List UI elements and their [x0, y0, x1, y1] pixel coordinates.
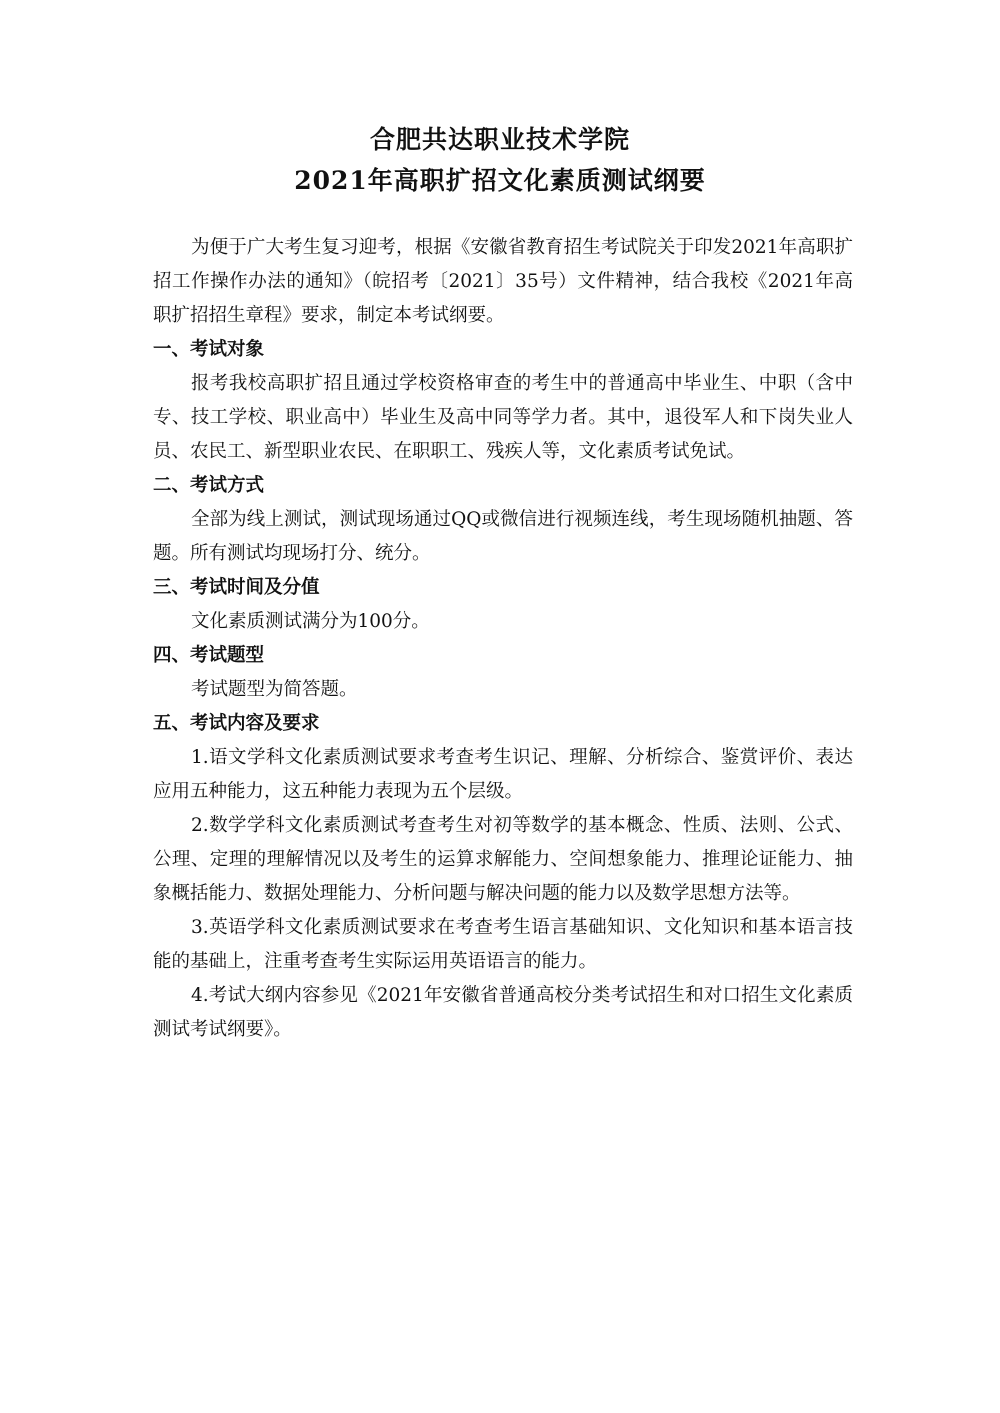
section-heading-target: 一、考试对象	[153, 339, 265, 360]
section-paragraph: 报考我校高职扩招且通过学校资格审查的考生中的普通高中毕业生、中职（含中专、技工学校、职业高中）毕业生及高中同等学力者。其中，退役军人和下岗失业人员、农民工、新型职业农民、在职职工、残疾人等，文化素质考试免试。	[153, 373, 853, 462]
section-heading-time-score: 三、考试时间及分值	[153, 577, 320, 598]
content-item-math: 2.数学学科文化素质测试考查考生对初等数学的基本概念、性质、法则、公式、公理、定理的理解情况以及考生的运算求解能力、空间想象能力、推理论证能力、抽象概括能力、数据处理能力、分析问题与解决问题的能力以及数学思想方法等。	[153, 815, 853, 904]
document-body	[153, 231, 853, 1047]
section-heading-method: 二、考试方式	[153, 475, 265, 496]
section-heading-question-type: 四、考试题型	[153, 645, 265, 666]
section-paragraph: 全部为线上测试，测试现场通过QQ或微信进行视频连线，考生现场随机抽题、答题。所有测试均现场打分、统分。	[153, 509, 853, 564]
section-paragraph: 考试题型为简答题。	[191, 679, 358, 700]
content-item-syllabus: 4.考试大纲内容参见《2021年安徽省普通高校分类考试招生和对口招生文化素质测试考试纲要》。	[153, 985, 853, 1040]
section-paragraph: 文化素质测试满分为100分。	[191, 611, 430, 632]
section-heading-content: 五、考试内容及要求	[153, 713, 320, 734]
document-title-line2: 2021年高职扩招文化素质测试纲要	[294, 166, 706, 195]
intro-paragraph: 为便于广大考生复习迎考，根据《安徽省教育招生考试院关于印发2021年高职扩招工作操作办法的通知》（皖招考〔2021〕35号）文件精神，结合我校《2021年高职扩招招生章程》要求，制定本考试纲要。	[153, 237, 853, 326]
document-title-line1: 合肥共达职业技术学院	[369, 125, 630, 154]
content-item-english: 3.英语学科文化素质测试要求在考查考生语言基础知识、文化知识和基本语言技能的基础上，注重考查考生实际运用英语语言的能力。	[153, 917, 853, 972]
content-item-chinese: 1.语文学科文化素质测试要求考查考生识记、理解、分析综合、鉴赏评价、表达应用五种能力，这五种能力表现为五个层级。	[153, 747, 853, 802]
